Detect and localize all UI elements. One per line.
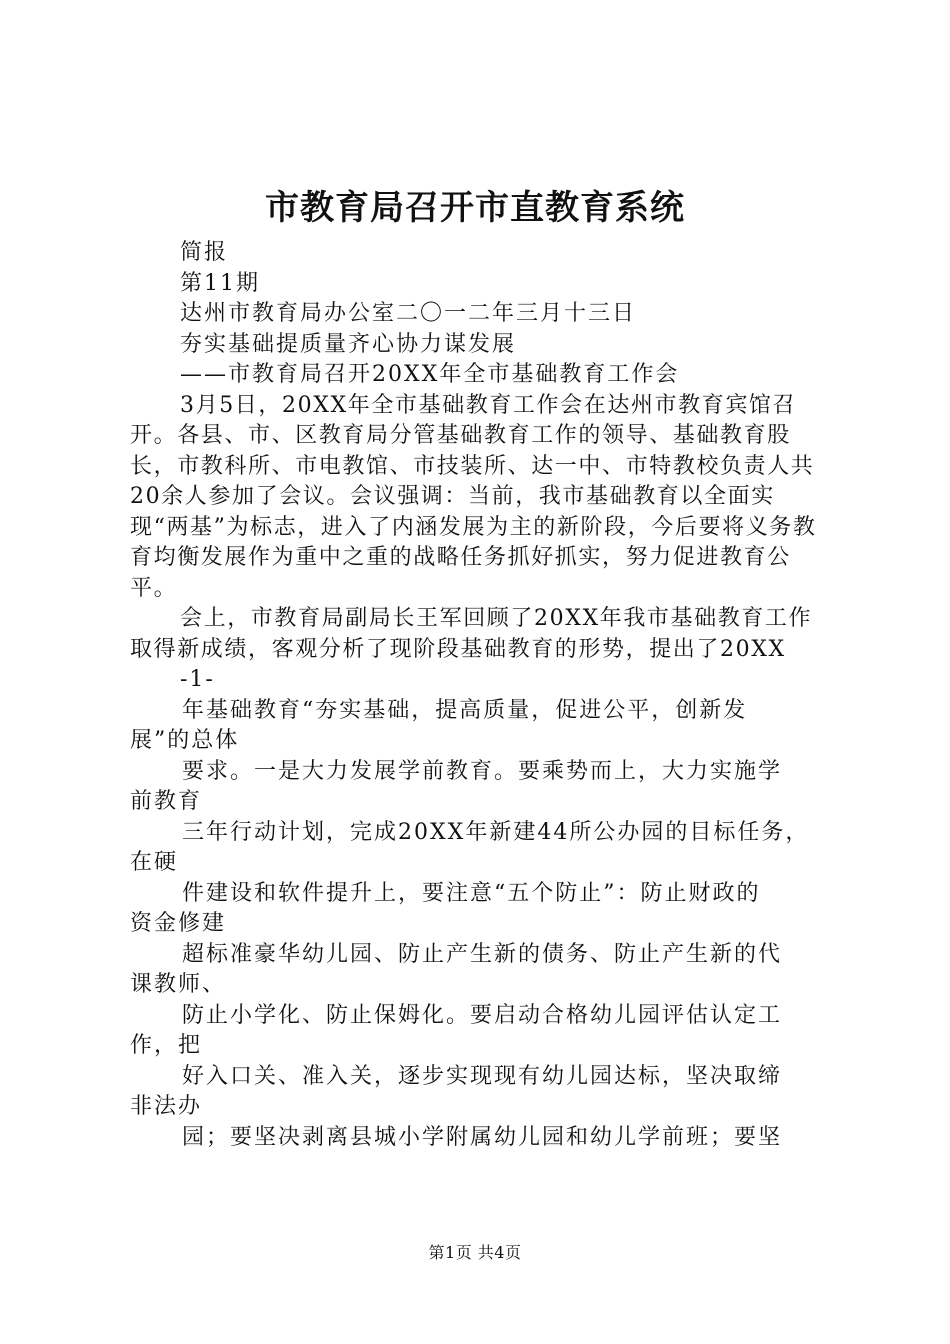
page-footer: 第1页 共4页 [428,1243,522,1262]
subheadline: ——市教育局召开20XX年全市基础教育工作会 [180,362,680,387]
split-line-4a: 件建设和软件提升上，要注意“五个防止”：防止财政的 [182,880,761,906]
page-marker: -1- [180,667,215,692]
paragraph-1: 3月5日，20XX年全市基础教育工作会在达州市教育宾馆召开。各县、市、区教育局分管基础教育工作的领导、基础教育股长，市教科所、市电教馆、市技装所、达一中、市特教校负责人共20余人参加了会议。会议强调：当前，我市基础教育以全面实现“两基”为标志，进入了内涵发展为主的新阶段，今后要将义务教育均衡发展作为重中之重的战略任务抓好抓实，努力促进教育公平。 [130,392,817,601]
split-line-3a: 三年行动计划，完成20XX年新建44所公办园的目标任务， [182,819,810,845]
document-body [130,238,834,1153]
headline: 夯实基础提质量齐心协力谋发展 [180,331,517,357]
document-title: 市教育局召开市直教育系统 [265,188,685,228]
split-line-3b: 在硬 [130,850,179,875]
split-line-2a: 要求。一是大力发展学前教育。要乘势而上，大力实施学 [182,758,783,784]
bulletin-label: 简报 [180,240,229,265]
split-line-1a: 年基础教育“夯实基础，提高质量，促进公平，创新发 [182,697,748,723]
split-line-4b: 资金修建 [130,911,227,936]
paragraph-2: 会上，市教育局副局长王军回顾了20XX年我市基础教育工作取得新成绩，客观分析了现阶段基础教育的形势，提出了20XX [130,606,813,662]
split-line-2b: 前教育 [130,789,203,814]
split-line-7a: 好入口关、准入关，逐步实现现有幼儿园达标，坚决取缔 [182,1063,783,1089]
split-line-5a: 超标准豪华幼儿园、防止产生新的债务、防止产生新的代 [182,941,783,967]
split-line-7b: 非法办 [130,1094,203,1119]
split-line-5b: 课教师、 [130,972,227,997]
split-line-8a: 园；要坚决剥离县城小学附属幼儿园和幼儿学前班；要坚 [182,1124,783,1150]
split-line-1b: 展”的总体 [130,728,240,753]
issuer-date: 达州市教育局办公室二〇一二年三月十三日 [180,301,637,326]
split-line-6a: 防止小学化、防止保姆化。要启动合格幼儿园评估认定工 [182,1002,783,1028]
split-line-6b: 作，把 [130,1033,203,1058]
issue-number: 第11期 [180,270,260,296]
